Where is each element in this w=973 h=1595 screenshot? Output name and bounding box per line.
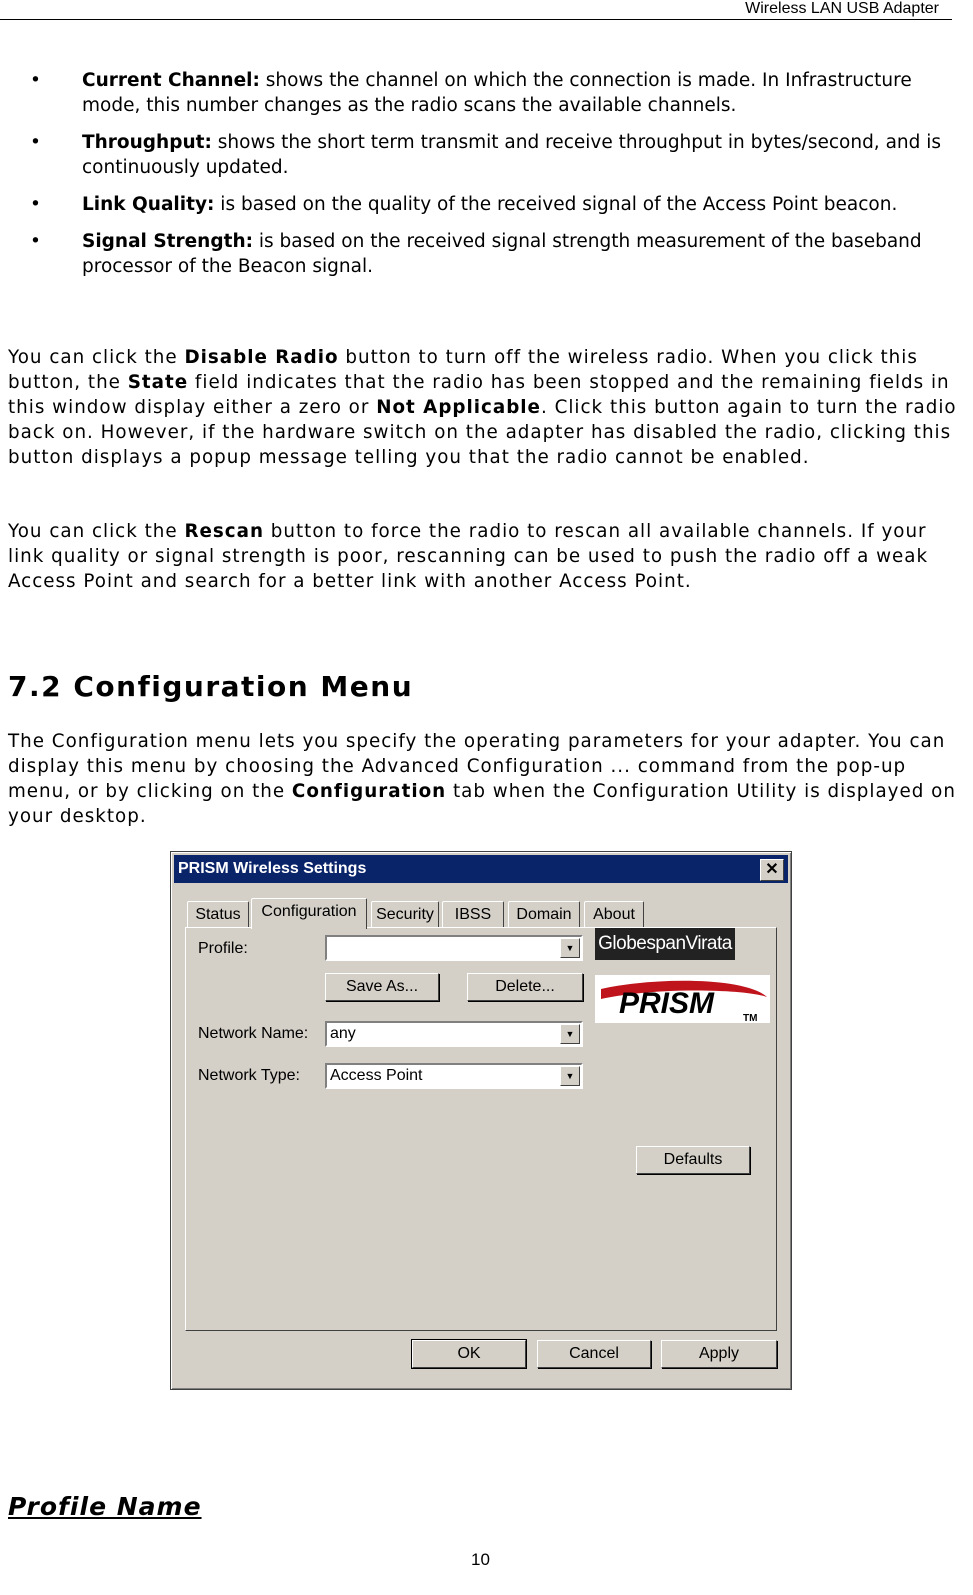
delete-button[interactable]: Delete... [467,973,583,1001]
bullet-text: is based on the quality of the received signal of the Access Point beacon. [214,194,898,215]
bullet-current-channel [0,68,962,118]
text: You can click the [8,347,185,368]
tab-ibss[interactable]: IBSS [442,901,504,927]
profile-select[interactable] [325,935,583,961]
bullet-text: shows the channel on which the connection is made. In Infrastructure mode, this number changes as the radio scans the available channels. [82,70,912,116]
bullet-term: Current Channel: [82,70,260,91]
bullet-text: shows the short term transmit and receive throughput in bytes/second, and is continuously updated. [82,132,942,178]
network-type-select[interactable] [325,1063,583,1089]
page-number: 10 [471,1550,490,1569]
ok-button[interactable]: OK [412,1340,526,1368]
network-name-value: any [330,1025,356,1042]
bold-term: Rescan [184,521,264,542]
close-icon: ✕ [765,861,779,878]
text: tab when the Configuration Utility is displayed on your desktop. [8,781,956,827]
bullet-dot: • [30,194,41,215]
prism-logo [595,975,770,1023]
dropdown-arrow-icon[interactable]: ▼ [560,938,580,958]
tab-status[interactable]: Status [187,901,249,927]
header-rule [0,19,952,20]
bullet-dot: • [30,70,41,91]
subsection-heading: Profile Name [8,1492,202,1521]
bullet-text: is based on the received signal strength measurement of the baseband processor of the Beacon signal. [82,231,922,277]
bullet-list [0,68,973,291]
defaults-button[interactable]: Defaults [636,1146,750,1174]
text: The Configuration menu lets you specify the operating parameters for your adapter. You can display this menu by choosing the Advanced Configuration ... command from the pop-up menu, or by clicking on the [8,731,946,802]
text: button to turn off the wireless radio. When you click this button, the [8,347,918,393]
network-name-select[interactable] [325,1021,583,1047]
prism-logo-graphic [595,975,770,1023]
apply-button[interactable]: Apply [661,1340,777,1368]
tab-security[interactable]: Security [371,901,439,927]
dropdown-arrow-icon[interactable]: ▼ [560,1024,580,1044]
bold-term: Not Applicable [376,397,541,418]
bold-term: Disable Radio [184,347,339,368]
bold-term: State [127,372,189,393]
bullet-term: Link Quality: [82,194,215,215]
prism-tm: TM [743,1013,758,1023]
cancel-button[interactable]: Cancel [537,1340,651,1368]
bullet-term: Signal Strength: [82,231,254,252]
section-heading: 7.2 Configuration Menu [8,670,414,703]
text: field indicates that the radio has been stopped and the remaining fields in this window display either a zero or [8,372,950,418]
text: . Click this button again to turn the radio back on. However, if the hardware switch on the adapter has disabled the radio, clicking this button displays a popup message telling you that the radio cannot be enabled. [8,397,957,468]
text: button to force the radio to rescan all available channels. If your link quality or signal strength is poor, rescanning can be used to push the radio off a weak Access Point and search for a better link with another Access Point. [8,521,929,592]
bullet-dot: • [30,132,41,153]
globespanvirata-logo: GlobespanVirata [595,928,735,960]
paragraph-configuration [8,729,968,829]
running-header: Wireless LAN USB Adapter [745,0,939,17]
network-type-label: Network Type: [198,1067,300,1084]
bullet-link-quality [0,192,962,217]
bullet-signal-strength [0,229,962,279]
paragraph-rescan [8,519,968,594]
paragraph-disable-radio [8,345,968,470]
prism-wordmark: PRISM [619,987,715,1020]
dropdown-arrow-icon[interactable]: ▼ [560,1066,580,1086]
bullet-throughput [0,130,962,180]
text: You can click the [8,521,185,542]
profile-label: Profile: [198,940,248,957]
tab-about[interactable]: About [584,901,644,927]
save-as-button[interactable]: Save As... [325,973,439,1001]
close-button[interactable] [760,859,784,881]
tab-domain[interactable]: Domain [508,901,580,927]
bullet-term: Throughput: [82,132,212,153]
dialog-titlebar [174,855,788,883]
bold-term: Configuration [291,781,447,802]
bullet-dot: • [30,231,41,252]
network-type-value: Access Point [330,1067,423,1084]
network-name-label: Network Name: [198,1025,309,1042]
tab-configuration[interactable]: Configuration [251,898,367,929]
dialog-title: PRISM Wireless Settings [178,860,367,877]
